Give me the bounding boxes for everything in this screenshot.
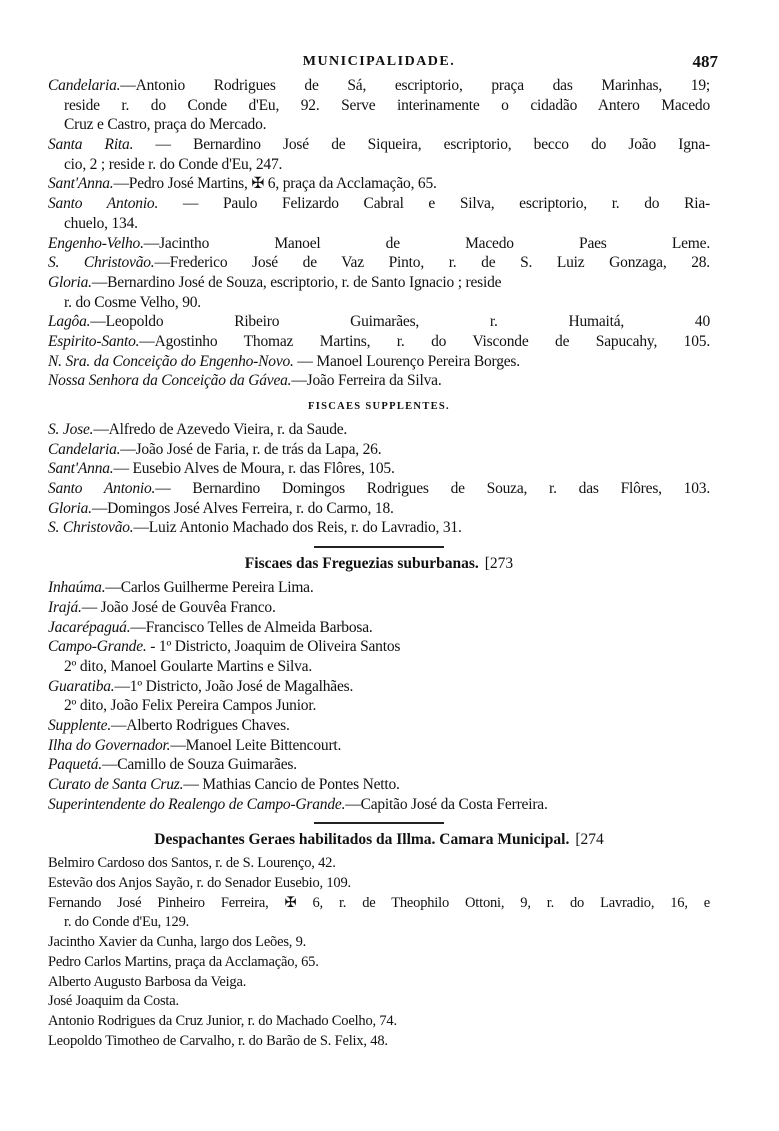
entry-continuation-line	[48, 115, 710, 135]
entry-line	[48, 518, 710, 538]
entry-text: —Capitão José da Costa Ferreira.	[345, 795, 548, 813]
entry-line	[48, 420, 710, 440]
entry-label: Santa Rita.	[48, 136, 134, 154]
list-entry	[48, 253, 710, 273]
entry-continuation-line	[48, 96, 710, 116]
fiscaes-list	[48, 76, 710, 391]
entry-label: Superintendente do Realengo de Campo-Grande.	[48, 795, 346, 813]
entry-text: — João José de Gouvêa Franco.	[81, 598, 276, 616]
entry-line	[48, 174, 710, 194]
entry-line	[48, 854, 710, 874]
document-page	[48, 52, 718, 1051]
list-entry	[48, 135, 710, 174]
entry-label: Engenho-Velho.	[48, 234, 144, 252]
list-entry	[48, 874, 710, 894]
list-entry	[48, 854, 710, 874]
entry-line	[48, 273, 710, 293]
list-entry	[48, 479, 710, 499]
entry-text: —João José de Faria, r. de trás da Lapa, 26.	[120, 440, 382, 458]
page-number: 487	[692, 52, 718, 71]
entry-label: Jacarépaguá.	[48, 618, 131, 636]
entry-label: Sant'Anna.	[48, 460, 114, 478]
entry-text: Alberto Augusto Barbosa da Veiga.	[48, 973, 247, 990]
entry-line	[48, 253, 710, 273]
entry-line	[48, 1032, 710, 1052]
list-entry	[48, 194, 710, 233]
entry-line	[48, 598, 710, 618]
list-entry	[48, 973, 710, 993]
entry-label: Ilha do Governador.	[48, 736, 171, 754]
entry-line	[48, 135, 710, 155]
entry-text: —Carlos Guilherme Pereira Lima.	[105, 579, 314, 597]
page-title: MUNICIPALIDADE.	[302, 54, 456, 69]
entry-line	[48, 234, 710, 254]
list-entry	[48, 677, 710, 716]
entry-text: 2º dito, João Felix Pereira Campos Junior.	[64, 697, 317, 715]
list-entry	[48, 578, 710, 598]
list-entry	[48, 459, 710, 479]
entry-line	[48, 637, 710, 657]
entry-label: Gloria.	[48, 273, 92, 291]
entry-line	[48, 194, 710, 214]
entry-text: Cruz e Castro, praça do Mercado.	[64, 116, 267, 134]
entry-line	[48, 953, 710, 973]
entry-text: reside r. do Conde d'Eu, 92. Serve interinamente o cidadão Antero Macedo	[64, 96, 710, 114]
list-entry	[48, 499, 710, 519]
list-entry	[48, 716, 710, 736]
entry-line	[48, 795, 710, 815]
entry-line	[48, 894, 710, 914]
list-entry	[48, 598, 710, 618]
entry-label: S. Jose.	[48, 421, 94, 438]
entry-line	[48, 618, 710, 638]
entry-line	[48, 992, 710, 1012]
list-entry	[48, 312, 710, 332]
entry-text: —João Ferreira da Silva.	[291, 372, 442, 390]
despachantes-list	[48, 854, 710, 1051]
entry-label: Sant'Anna.	[48, 175, 114, 193]
entry-line	[48, 76, 710, 96]
entry-line	[48, 1012, 710, 1032]
suburbanas-heading-ref: [273	[484, 555, 514, 573]
entry-line	[48, 332, 710, 352]
list-entry	[48, 992, 710, 1012]
entry-continuation-line	[48, 293, 710, 313]
list-entry	[48, 755, 710, 775]
list-entry	[48, 1032, 710, 1052]
list-entry	[48, 637, 710, 676]
despachantes-heading-ref: [274	[575, 831, 604, 849]
entry-line	[48, 479, 710, 499]
entry-text: —Pedro José Martins, ✠ 6, praça da Acclamação, 65.	[113, 175, 437, 193]
entry-text: cio, 2 ; reside r. do Conde d'Eu, 247.	[64, 155, 283, 173]
entry-line	[48, 499, 710, 519]
entry-label: Curato de Santa Cruz.	[48, 776, 184, 793]
entry-text: Leopoldo Timotheo de Carvalho, r. do Barão de S. Felix, 48.	[48, 1032, 388, 1049]
entry-text: —Leopoldo Ribeiro Guimarães, r. Humaitá, 40	[90, 313, 710, 331]
list-entry	[48, 371, 710, 391]
despachantes-heading	[48, 830, 710, 850]
entry-line	[48, 933, 710, 953]
entry-text: — Eusebio Alves de Moura, r. das Flôres, 105.	[113, 460, 395, 478]
entry-label: Guaratiba.	[48, 677, 115, 695]
entry-line	[48, 459, 710, 479]
entry-label: Nossa Senhora da Conceição da Gávea.	[48, 372, 292, 390]
entry-text: —Antonio Rodrigues de Sá, escriptorio, praça das Marinhas, 19;	[120, 77, 710, 94]
list-entry	[48, 1012, 710, 1032]
list-entry	[48, 76, 710, 135]
entry-text: Antonio Rodrigues da Cruz Junior, r. do Machado Coelho, 74.	[48, 1012, 397, 1029]
entry-text: - 1º Districto, Joaquim de Oliveira Santos	[146, 638, 401, 656]
entry-text: —Luiz Antonio Machado dos Reis, r. do Lavradio, 31.	[133, 519, 462, 537]
entry-text: — Bernardino José de Siqueira, escriptorio, becco do João Igna-	[133, 136, 710, 154]
entry-line	[48, 312, 710, 332]
entry-text: chuelo, 134.	[64, 214, 138, 232]
entry-text: Pedro Carlos Martins, praça da Acclamação, 65.	[48, 953, 319, 970]
entry-text: —Frederico José de Vaz Pinto, r. de S. Luiz Gonzaga, 28.	[154, 254, 710, 272]
entry-continuation-line	[48, 155, 710, 175]
list-entry	[48, 775, 710, 795]
suburbanas-heading-title: Fiscaes das Freguezias suburbanas.	[244, 555, 479, 573]
entry-text: —Bernardino José de Souza, escriptorio, r. de Santo Ignacio ; reside	[91, 273, 502, 291]
list-entry	[48, 332, 710, 352]
entry-label: Gloria.	[48, 499, 92, 517]
entry-text: Fernando José Pinheiro Ferreira, ✠ 6, r. de Theophilo Ottoni, 9, r. do Lavradio, 16, e	[48, 894, 710, 911]
entry-label: Candelaria.	[48, 77, 121, 94]
entry-label: Espirito-Santo.	[48, 332, 140, 350]
list-entry	[48, 894, 710, 933]
entry-text: —Jacintho Manoel de Macedo Paes Leme.	[143, 234, 710, 252]
entry-line	[48, 716, 710, 736]
entry-text: —Alberto Rodrigues Chaves.	[111, 716, 290, 734]
entry-label: N. Sra. da Conceição do Engenho-Novo.	[48, 352, 294, 370]
entry-line	[48, 352, 710, 372]
entry-label: Candelaria.	[48, 440, 121, 458]
entry-text: — Manoel Lourenço Pereira Borges.	[293, 352, 520, 370]
entry-text: —Agostinho Thomaz Martins, r. do Visconde de Sapucahy, 105.	[139, 332, 710, 350]
entry-text: Jacintho Xavier da Cunha, largo dos Leões, 9.	[48, 934, 307, 951]
list-entry	[48, 795, 710, 815]
entry-text: — Bernardino Domingos Rodrigues de Souza, r. das Flôres, 103.	[155, 480, 710, 498]
entry-label: Supplente.	[48, 716, 111, 734]
list-entry	[48, 174, 710, 194]
entry-line	[48, 755, 710, 775]
suburbanas-heading	[48, 554, 710, 574]
list-entry	[48, 518, 710, 538]
entry-text: —Francisco Telles de Almeida Barbosa.	[130, 618, 373, 636]
entry-text: Belmiro Cardoso dos Santos, r. de S. Lourenço, 42.	[48, 855, 336, 872]
entry-text: 2º dito, Manoel Goularte Martins e Silva.	[64, 657, 313, 675]
entry-text: —Alfredo de Azevedo Vieira, r. da Saude.	[93, 421, 348, 438]
list-entry	[48, 352, 710, 372]
suburbanas-list	[48, 578, 710, 814]
entry-label: Lagôa.	[48, 313, 91, 331]
supplentes-heading: FISCAES SUPPLENTES.	[308, 401, 450, 412]
entry-text: —1º Districto, João José de Magalhães.	[114, 677, 354, 695]
entry-line	[48, 677, 710, 697]
supplentes-list	[48, 420, 710, 538]
entry-continuation-line	[48, 696, 710, 716]
entry-label: Campo-Grande.	[48, 638, 147, 656]
list-entry	[48, 234, 710, 254]
entry-label: S. Christovão.	[48, 519, 134, 537]
running-header	[48, 52, 718, 76]
entry-text: r. do Conde d'Eu, 129.	[64, 914, 190, 931]
despachantes-heading-title: Despachantes Geraes habilitados da Illma. Camara Municipal.	[154, 831, 570, 849]
list-entry	[48, 273, 710, 312]
entry-label: Santo Antonio.	[48, 480, 156, 498]
entry-label: Santo Antonio.	[48, 195, 159, 213]
entry-line	[48, 736, 710, 756]
entry-line	[48, 371, 710, 391]
entry-text: r. do Cosme Velho, 90.	[64, 293, 201, 311]
entry-label: S. Christovão.	[48, 254, 155, 272]
entry-text: —Domingos José Alves Ferreira, r. do Carmo, 18.	[91, 499, 394, 517]
entry-text: Estevão dos Anjos Sayão, r. do Senador Eusebio, 109.	[48, 875, 351, 892]
list-entry	[48, 933, 710, 953]
entry-label: Irajá.	[48, 598, 82, 616]
entry-text: — Paulo Felizardo Cabral e Silva, escriptorio, r. do Ria-	[158, 195, 710, 213]
entry-line	[48, 973, 710, 993]
entry-line	[48, 578, 710, 598]
entry-continuation-line	[48, 913, 710, 933]
entry-text: José Joaquim da Costa.	[48, 993, 179, 1010]
entry-line	[48, 775, 710, 795]
list-entry	[48, 618, 710, 638]
list-entry	[48, 953, 710, 973]
entry-text: —Manoel Leite Bittencourt.	[170, 736, 342, 754]
list-entry	[48, 420, 710, 440]
entry-continuation-line	[48, 657, 710, 677]
entry-text: —Camillo de Souza Guimarães.	[101, 756, 297, 774]
entry-line	[48, 874, 710, 894]
entry-continuation-line	[48, 214, 710, 234]
section-divider	[314, 822, 444, 824]
section-divider	[314, 546, 444, 548]
entry-label: Paquetá.	[48, 756, 102, 774]
entry-text: — Mathias Cancio de Pontes Netto.	[183, 776, 400, 793]
list-entry	[48, 440, 710, 460]
list-entry	[48, 736, 710, 756]
entry-label: Inhaúma.	[48, 579, 106, 597]
entry-line	[48, 440, 710, 460]
